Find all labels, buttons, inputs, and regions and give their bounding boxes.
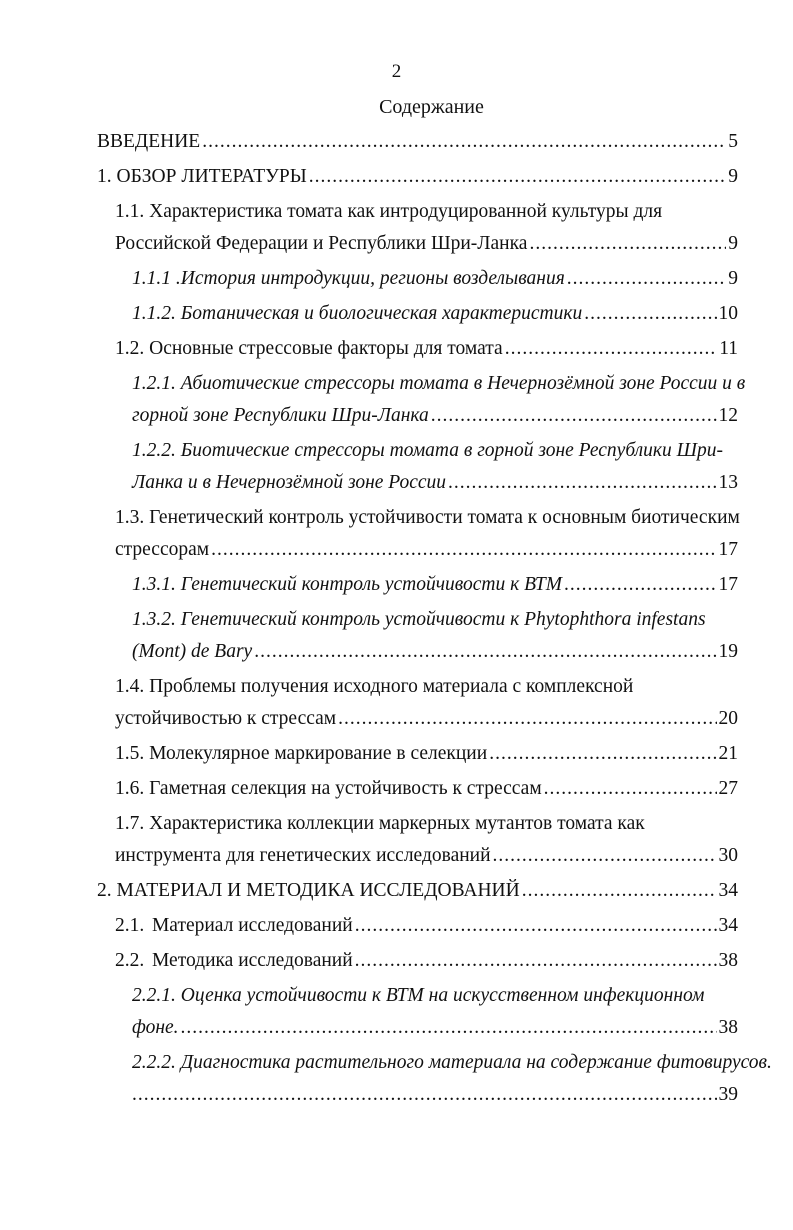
- toc-entry-text: Методика исследований: [151, 950, 353, 971]
- dot-leader: [505, 333, 718, 365]
- toc-page-number: 17: [718, 539, 738, 560]
- toc-entry-text: фоне.: [132, 1017, 179, 1038]
- dot-leader: [338, 703, 716, 735]
- toc-page-number: 19: [718, 641, 738, 662]
- page-number: 2: [391, 61, 402, 82]
- toc-entry-text-line1: 2.2.1. Оценка устойчивости к ВТМ на искусственном инфекционном: [132, 985, 705, 1006]
- dot-leader: [309, 161, 726, 193]
- toc-entry-text: 1.6. Гаметная селекция на устойчивость к стрессам: [115, 778, 542, 799]
- toc-page-number: 17: [718, 574, 738, 595]
- toc-page-number: 9: [728, 233, 738, 254]
- toc-entry-1-1-1[interactable]: [132, 263, 738, 295]
- dot-leader: [431, 400, 717, 432]
- toc-entry-text: 1.5. Молекулярное маркирование в селекции: [115, 743, 488, 764]
- toc-entry-1-5[interactable]: [115, 738, 738, 770]
- toc-page-number: 20: [718, 708, 738, 729]
- dot-leader: [132, 1079, 717, 1111]
- toc-entry-text: (Mont) de Bary: [132, 641, 253, 662]
- toc-entry-text: 2. МАТЕРИАЛ И МЕТОДИКА ИССЛЕДОВАНИЙ: [97, 880, 520, 901]
- toc-page-number: 34: [718, 880, 738, 901]
- dot-leader: [355, 945, 717, 977]
- dot-leader: [211, 534, 716, 566]
- toc-title: Содержание: [379, 96, 484, 118]
- toc-entry-text: инструмента для генетических исследований: [115, 845, 491, 866]
- toc-entry-text: ВВЕДЕНИЕ: [97, 131, 201, 152]
- dot-leader: [522, 875, 717, 907]
- dot-leader: [567, 263, 726, 295]
- toc-entry-1-7[interactable]: [115, 808, 738, 872]
- toc-entry-text: 1.1.2. Ботаническая и биологическая характеристики: [132, 303, 583, 324]
- dot-leader: [544, 773, 717, 805]
- toc-entry-1-3-2[interactable]: [132, 604, 738, 668]
- toc-page-number: 27: [718, 778, 738, 799]
- toc-page-number: 30: [718, 845, 738, 866]
- toc-entry-text: Российской Федерации и Республики Шри-Ланка: [115, 233, 528, 254]
- toc-page-number: 13: [718, 472, 738, 493]
- toc-entry-text: 1. ОБЗОР ЛИТЕРАТУРЫ: [97, 166, 307, 187]
- toc-entry-1-2-1[interactable]: [132, 368, 746, 432]
- dot-leader: [181, 1012, 717, 1044]
- toc-entry-1-3[interactable]: [115, 502, 738, 566]
- toc-entry-1-3-1[interactable]: [132, 569, 738, 601]
- toc-page-number: 9: [728, 268, 738, 289]
- toc-entry-1-6[interactable]: [115, 773, 738, 805]
- dot-leader: [448, 467, 716, 499]
- dot-leader: [493, 840, 717, 872]
- dot-leader: [564, 569, 717, 601]
- dot-leader: [355, 910, 717, 942]
- toc-entry-text: 1.1.1 .История интродукции, регионы возделывания: [132, 268, 565, 289]
- toc-entry-text: Материал исследований: [151, 915, 353, 936]
- toc-entry-2-2-2[interactable]: [132, 1047, 772, 1111]
- toc-entry-2-2-1[interactable]: [132, 980, 738, 1044]
- toc-page-number: 39: [718, 1084, 738, 1105]
- toc-page-number: 38: [718, 950, 738, 971]
- toc-page-number: 21: [718, 743, 738, 764]
- toc-entry-2-2[interactable]: [115, 945, 738, 977]
- toc-page-number: 9: [728, 166, 738, 187]
- dot-leader: [254, 636, 716, 668]
- toc-entry-2-1[interactable]: [115, 910, 738, 942]
- toc-page-number: 5: [728, 131, 738, 152]
- toc-entry-number: 2.1.: [115, 915, 145, 936]
- toc-entry-1-2[interactable]: [115, 333, 738, 365]
- toc-entry-chapter-2[interactable]: [97, 875, 738, 907]
- toc-entry-text-line1: 1.7. Характеристика коллекции маркерных мутантов томата как: [115, 813, 645, 834]
- toc-entry-text: устойчивостью к стрессам: [115, 708, 337, 729]
- toc-entry-text-line1: 2.2.2. Диагностика растительного материала на содержание фитовирусов.: [132, 1052, 772, 1073]
- toc-page-number: 10: [718, 303, 738, 324]
- toc-entry-text: Ланка и в Нечернозёмной зоне России: [132, 472, 447, 493]
- toc-entry-text: горной зоне Республики Шри-Ланка: [132, 405, 429, 426]
- toc-page-number: 11: [719, 338, 738, 359]
- dot-leader: [529, 228, 726, 260]
- dot-leader: [202, 126, 726, 158]
- toc-entry-text-line1: 1.2.2. Биотические стрессоры томата в горной зоне Республики Шри-: [132, 440, 723, 461]
- dot-leader: [584, 298, 716, 330]
- toc-entry-text: 1.2. Основные стрессовые факторы для томата: [115, 338, 503, 359]
- toc-entry-text: стрессорам: [115, 539, 210, 560]
- dot-leader: [489, 738, 716, 770]
- toc-entry-text-line1: 1.4. Проблемы получения исходного материала с комплексной: [115, 676, 634, 697]
- toc-page-number: 38: [718, 1017, 738, 1038]
- table-of-contents: [0, 126, 793, 1111]
- toc-entry-1-2-2[interactable]: [132, 435, 738, 499]
- toc-entry-text-line1: 1.3. Генетический контроль устойчивости томата к основным биотическим: [115, 507, 740, 528]
- toc-entry-text-line1: 1.2.1. Абиотические стрессоры томата в Нечернозёмной зоне России и в: [132, 373, 746, 394]
- toc-entry-1-1[interactable]: [115, 196, 738, 260]
- toc-page-number: 34: [718, 915, 738, 936]
- toc-entry-text-line1: 1.1. Характеристика томата как интродуцированной культуры для: [115, 201, 663, 222]
- toc-entry-text: 1.3.1. Генетический контроль устойчивости к ВТМ: [132, 574, 562, 595]
- toc-entry-1-1-2[interactable]: [132, 298, 738, 330]
- toc-page-number: 12: [718, 405, 738, 426]
- toc-entry-1-4[interactable]: [115, 671, 738, 735]
- toc-entry-introduction[interactable]: [97, 126, 738, 158]
- toc-entry-chapter-1[interactable]: [97, 161, 738, 193]
- toc-entry-text-line1: 1.3.2. Генетический контроль устойчивости к Phytophthora infestans: [132, 609, 706, 630]
- toc-entry-number: 2.2.: [115, 950, 145, 971]
